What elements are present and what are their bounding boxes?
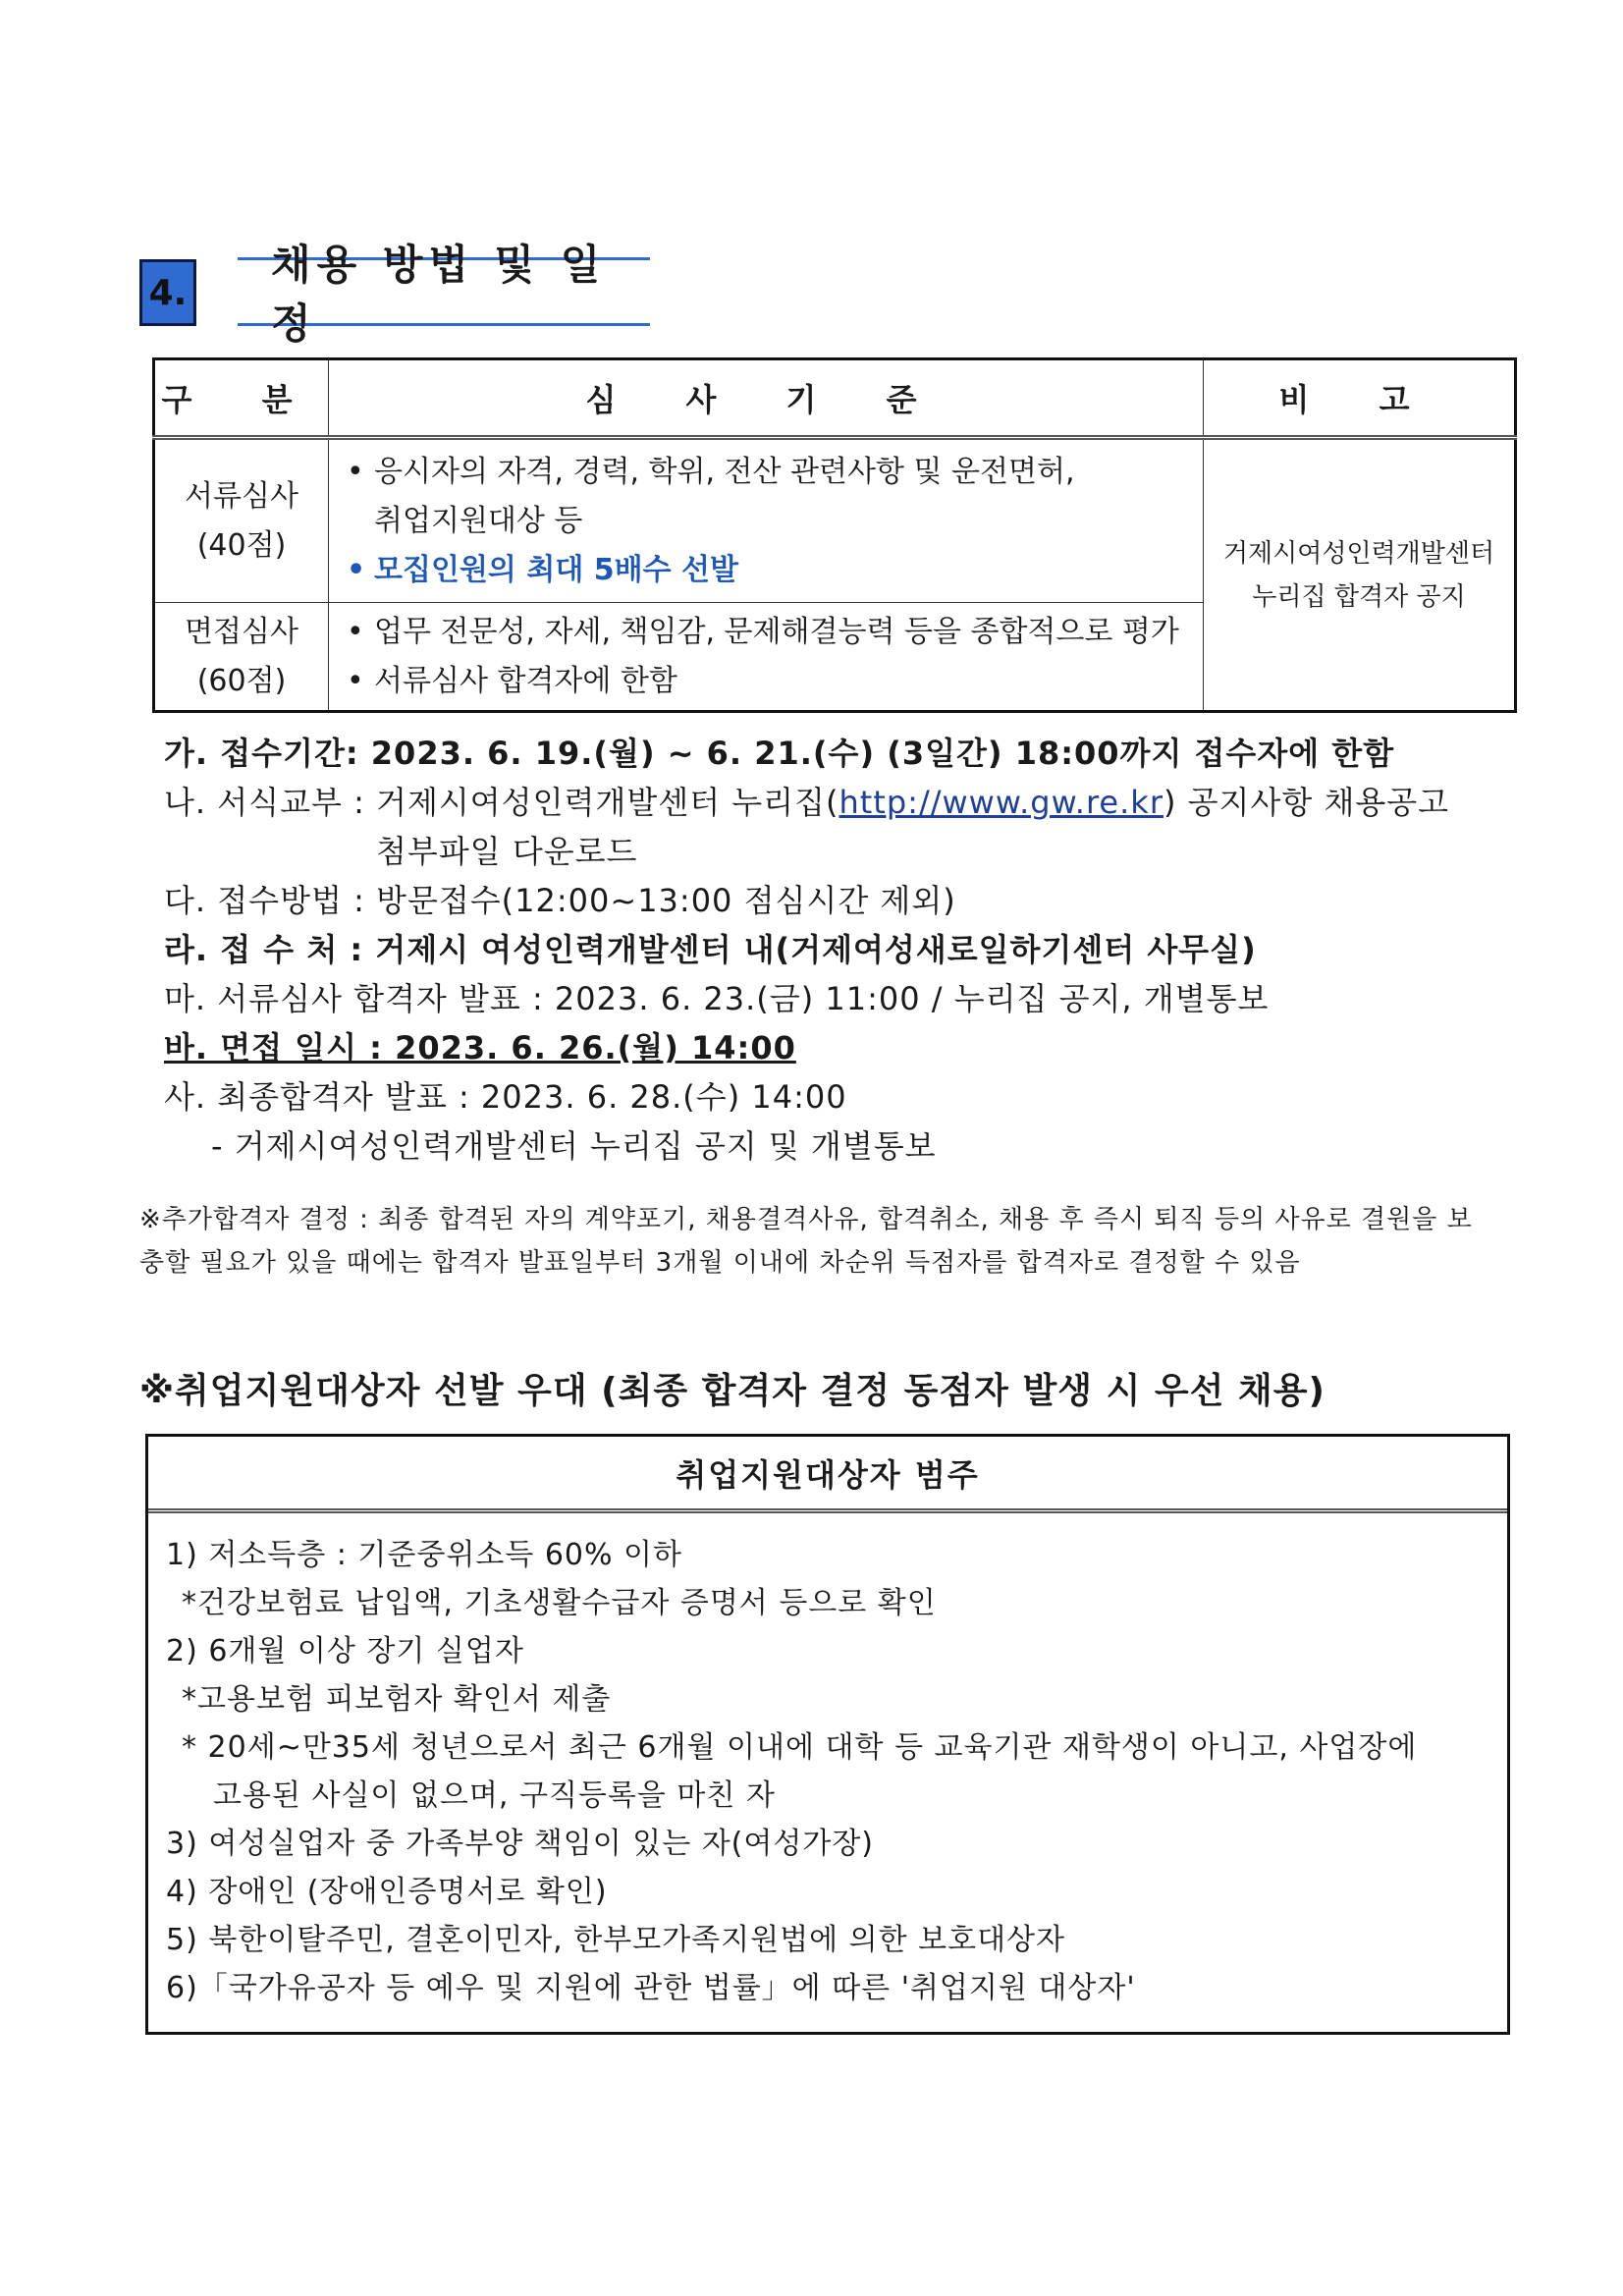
- schedule-form-distribution: 나. 서식교부 : 거제시여성인력개발센터 누리집(http://www.gw.re.kr) 공지사항 채용공고: [164, 784, 1450, 821]
- schedule-final-result-cont: - 거제시여성인력개발센터 누리집 공지 및 개별통보: [211, 1127, 937, 1165]
- header-criteria: 심 사 기 준: [329, 359, 1204, 438]
- website-link[interactable]: http://www.gw.re.kr: [839, 784, 1163, 821]
- category-label: 서류심사: [185, 478, 298, 514]
- section-number: 4.: [148, 272, 188, 313]
- list-item: 1) 저소득층 : 기준중위소득 60% 이하: [166, 1538, 683, 1572]
- criteria-item: • 서류심사 합격자에 한함: [345, 657, 1202, 706]
- row-criteria-interview: [329, 603, 1204, 712]
- header-category: 구 분: [154, 359, 329, 438]
- list-item: 5) 북한이탈주민, 결혼이민자, 한부모가족지원법에 의한 보호대상자: [166, 1923, 1066, 1957]
- points-label: (40점): [196, 527, 287, 563]
- header-note: 비 고: [1204, 359, 1516, 438]
- row-category-document: [154, 438, 329, 603]
- table-row: [154, 438, 1516, 603]
- list-item: *건강보험료 납입액, 기초생활수급자 증명서 등으로 확인: [182, 1586, 937, 1620]
- section-title-box: [238, 241, 650, 348]
- schedule-application-period: 가. 접수기간: 2023. 6. 19.(월) ~ 6. 21.(수) (3일간) 18:00까지 접수자에 한함: [164, 735, 1395, 772]
- criteria-highlight: • 모집인원의 최대 5배수 선발: [345, 546, 1202, 595]
- list-item: 4) 장애인 (장애인증명서로 확인): [166, 1875, 608, 1909]
- box-title: 취업지원대상자 범주: [148, 1437, 1507, 1513]
- list-item: *고용보험 피보험자 확인서 제출: [182, 1682, 612, 1717]
- list-item: 2) 6개월 이상 장기 실업자: [166, 1634, 524, 1668]
- section-title: 채용 방법 및 일정: [271, 241, 607, 348]
- row-category-interview: [154, 603, 329, 712]
- additional-hire-note: ※추가합격자 결정 : 최종 합격된 자의 계약포기, 채용결격사유, 합격취소, 채용 후 즉시 퇴직 등의 사유로 결원을 보충할 필요가 있을 때에는 합격자 발표일부터 3개월 이내에 차순위 득점자를 합격자로 결정할 수 있음: [139, 1205, 1473, 1278]
- schedule-interview-date: 바. 면접 일시 : 2023. 6. 26.(월) 14:00: [164, 1029, 796, 1066]
- schedule-form-distribution-cont: 첨부파일 다운로드: [376, 833, 638, 870]
- section-number-badge: [139, 259, 196, 326]
- schedule-application-place: 라. 접 수 처 : 거제시 여성인력개발센터 내(거제여성새로일하기센터 사무실): [164, 931, 1257, 968]
- table-note-cell: [1204, 438, 1516, 712]
- criteria-item: • 업무 전문성, 자세, 책임감, 문제해결능력 등을 종합적으로 평가: [345, 608, 1202, 657]
- preference-category-box: [145, 1434, 1510, 2035]
- note-line: 누리집 합격자 공지: [1252, 581, 1466, 612]
- category-label: 면접심사: [185, 614, 298, 649]
- points-label: (60점): [196, 663, 287, 698]
- list-item: 6)「국가유공자 등 예우 및 지원에 관한 법률」에 따른 '취업지원 대상자': [166, 1971, 1136, 2005]
- screening-criteria-table: [152, 357, 1517, 713]
- list-item: 3) 여성실업자 중 가족부양 책임이 있는 자(여성가장): [166, 1827, 875, 1861]
- row-criteria-document: [329, 438, 1204, 603]
- category-list: [148, 1513, 1507, 2012]
- preference-title: ※취업지원대상자 선발 우대 (최종 합격자 결정 동점자 발생 시 우선 채용): [139, 1371, 1325, 1411]
- list-item: 고용된 사실이 없으며, 구직등록을 마친 자: [213, 1778, 776, 1813]
- note-line: 거제시여성인력개발센터: [1222, 538, 1495, 569]
- schedule-document-result: 마. 서류심사 합격자 발표 : 2023. 6. 23.(금) 11:00 / 누리집 공지, 개별통보: [164, 980, 1270, 1017]
- schedule-application-method: 다. 접수방법 : 방문접수(12:00~13:00 점심시간 제외): [164, 882, 956, 919]
- list-item: * 20세~만35세 청년으로서 최근 6개월 이내에 대학 등 교육기관 재학생이 아니고, 사업장에: [182, 1730, 1418, 1765]
- criteria-item: • 응시자의 자격, 경력, 학위, 전산 관련사항 및 운전면허, 취업지원대상 등: [345, 448, 1202, 546]
- schedule-final-result: 사. 최종합격자 발표 : 2023. 6. 28.(수) 14:00: [164, 1078, 847, 1116]
- table-header-row: [154, 359, 1516, 438]
